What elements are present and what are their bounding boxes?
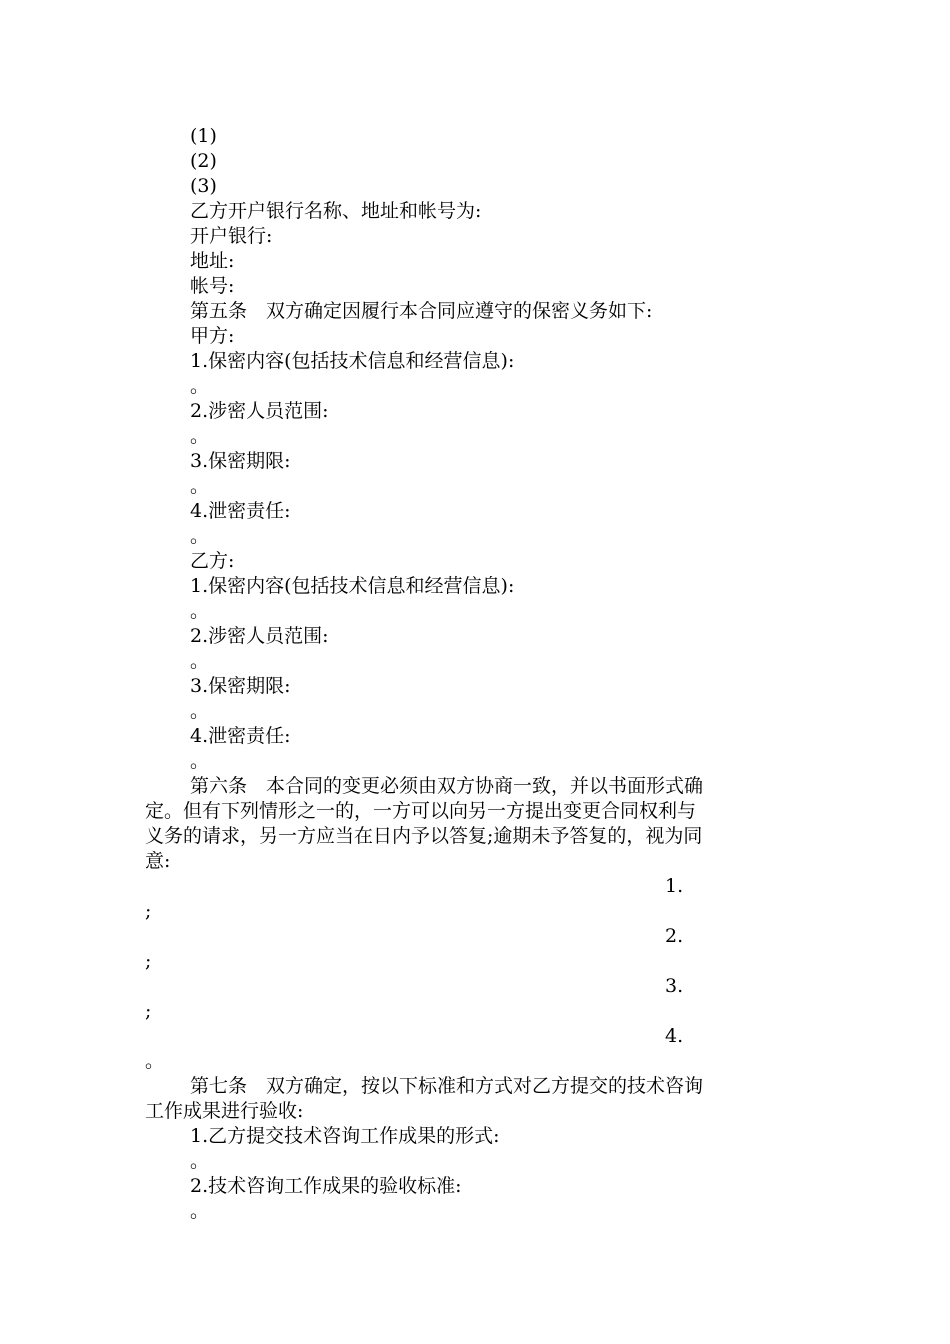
list-item-end: 。 [190, 750, 210, 772]
section-paragraph-line: 工作成果进行验收: [145, 1100, 304, 1122]
list-item-end: 。 [190, 650, 210, 672]
section-paragraph-line: 第六条 本合同的变更必须由双方协商一致，并以书面形式确 [190, 775, 704, 797]
list-item: 1.保密内容(包括技术信息和经营信息): [190, 350, 515, 372]
address-field: 地址: [190, 250, 235, 272]
list-item: (1) [190, 125, 217, 147]
list-item-end: 。 [190, 1200, 210, 1222]
list-item-end: 。 [190, 600, 210, 622]
section-heading: 第五条 双方确定因履行本合同应遵守的保密义务如下: [190, 300, 653, 322]
list-item: 1.保密内容(包括技术信息和经营信息): [190, 575, 515, 597]
list-item: (2) [190, 150, 217, 172]
list-item-end: ; [145, 950, 152, 972]
list-item: 3.保密期限: [190, 450, 291, 472]
bank-intro: 乙方开户银行名称、地址和帐号为: [190, 200, 482, 222]
section-paragraph-line: 定。但有下列情形之一的，一方可以向另一方提出变更合同权利与 [145, 800, 697, 822]
list-item: 2.涉密人员范围: [190, 400, 329, 422]
list-item-end: 。 [190, 475, 210, 497]
list-item-end: ; [145, 1000, 152, 1022]
list-item-end: 。 [190, 700, 210, 722]
list-item: 2.技术咨询工作成果的验收标准: [190, 1175, 462, 1197]
list-item: 3.保密期限: [190, 675, 291, 697]
section-paragraph-line: 意: [145, 850, 171, 872]
section-paragraph-line: 第七条 双方确定，按以下标准和方式对乙方提交的技术咨询 [190, 1075, 704, 1097]
bank-name-field: 开户银行: [190, 225, 273, 247]
account-field: 帐号: [190, 275, 235, 297]
list-item-end: 。 [190, 525, 210, 547]
list-item-end: 。 [190, 425, 210, 447]
list-item: 1.乙方提交技术咨询工作成果的形式: [190, 1125, 500, 1147]
list-item-number: 4. [665, 1025, 684, 1047]
list-item-end: 。 [145, 1050, 165, 1072]
section-paragraph-line: 义务的请求，另一方应当在日内予以答复;逾期未予答复的，视为同 [145, 825, 703, 847]
list-item: 4.泄密责任: [190, 725, 291, 747]
list-item-end: 。 [190, 1150, 210, 1172]
party-b-label: 乙方: [190, 550, 235, 572]
list-item: (3) [190, 175, 217, 197]
list-item: 4.泄密责任: [190, 500, 291, 522]
list-item-end: ; [145, 900, 152, 922]
list-item-number: 1. [665, 875, 684, 897]
list-item-number: 2. [665, 925, 684, 947]
list-item-end: 。 [190, 375, 210, 397]
party-a-label: 甲方: [190, 325, 235, 347]
list-item-number: 3. [665, 975, 684, 997]
list-item: 2.涉密人员范围: [190, 625, 329, 647]
